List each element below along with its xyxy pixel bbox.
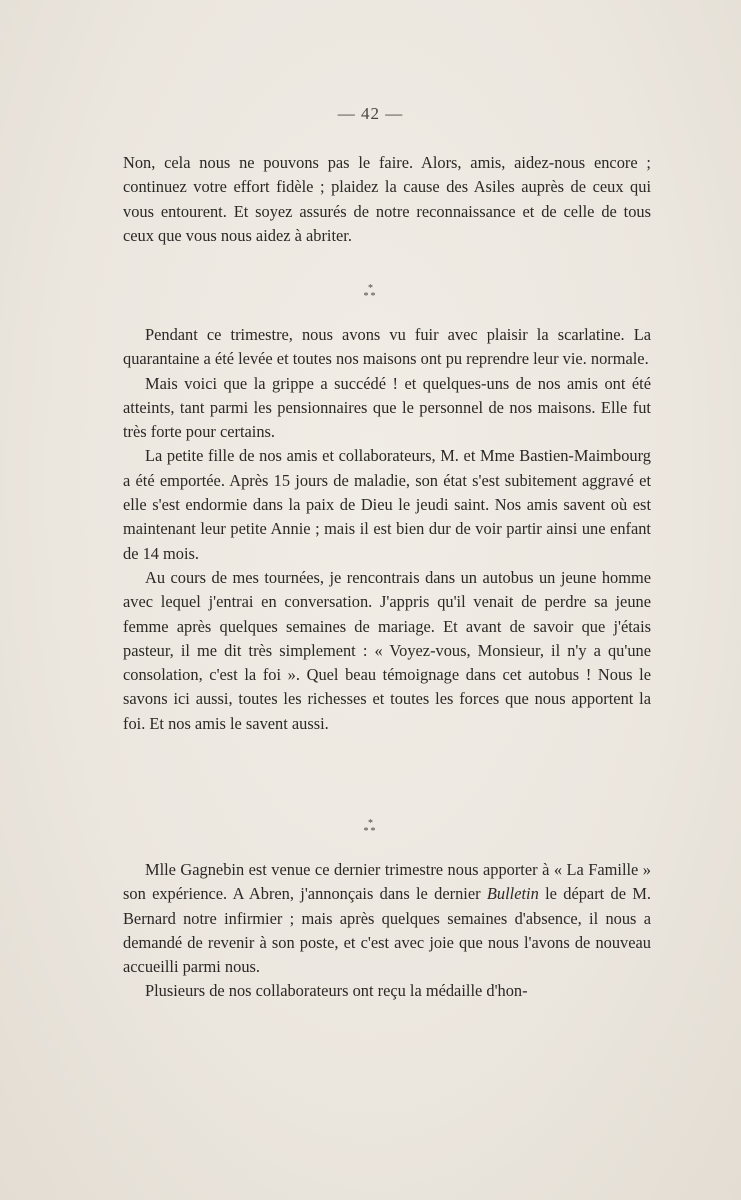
asterism-top: * xyxy=(368,818,373,829)
asterism-separator xyxy=(0,820,741,836)
paragraph-text: le départ de M. Bernard notre infirmier ; mais après quelques semaines d'absence, il nous a demandé de revenir à son poste, et c'est avec joie que nous l'avons de nouveau accueilli parmi nous. xyxy=(123,884,651,977)
paragraph: Plusieurs de nos collaborateurs ont reçu la médaille d'hon- xyxy=(145,981,528,1001)
paragraph: Mais voici que la grippe a succédé ! et quelques-uns de nos amis ont été atteints, tant parmi les pensionnaires que le personnel de nos maisons. Elle fut très forte pour certains. xyxy=(123,373,651,442)
paragraph: Non, cela nous ne pouvons pas le faire. Alors, amis, aidez-nous encore ; continuez votre effort fidèle ; plaidez la cause des Asiles auprès de ceux qui vous entourent. Et soyez assurés de notre reconnaissance et de celle de tous ceux que vous nous aidez à abriter. xyxy=(123,153,651,245)
asterism-bottom: ** xyxy=(363,826,378,837)
paragraph xyxy=(123,858,651,979)
asterism-bottom: ** xyxy=(363,291,378,302)
section-staff-news xyxy=(123,858,651,1004)
bulletin-title: Bulletin xyxy=(486,884,539,904)
section-trimester-news xyxy=(123,323,651,736)
paragraph: La petite fille de nos amis et collaborateurs, M. et Mme Bastien-Maimbourg a été emportée. Après 15 jours de maladie, son état s'est subitement aggravé et elle s'est endormie dans la paix de Dieu le jeudi saint. Nos amis savent où est maintenant leur petite Annie ; mais il est bien dur de voir partir ainsi une enfant de 14 mois. xyxy=(123,446,651,563)
asterism-separator xyxy=(0,285,741,301)
paragraph: Au cours de mes tournées, je rencontrais dans un autobus un jeune homme avec lequel j'entrai en conversation. J'appris qu'il venait de perdre sa jeune femme après quelques semaines de mariage. Et avant de savoir que j'étais pasteur, il me dit très simplement : « Voyez-vous, Monsieur, il n'y a qu'une consolation, c'est la foi ». Quel beau témoignage dans cet autobus ! Nous le savons ici aussi, toutes les richesses et toutes les forces que nous apportent la foi. Et nos amis le savent aussi. xyxy=(123,567,651,733)
page-number: — 42 — xyxy=(337,104,404,123)
asterism-top: * xyxy=(368,283,373,294)
paragraph-text: Mlle Gagnebin est venue ce dernier trimestre nous apporter à « La Famille » son expérience. A Abren, j'annonçais dans le dernier xyxy=(123,860,651,904)
paragraph: Pendant ce trimestre, nous avons vu fuir avec plaisir la scarlatine. La quarantaine a été levée et toutes nos maisons ont pu reprendre leur vie. normale. xyxy=(123,325,651,369)
section-closing-appeal xyxy=(123,151,651,248)
